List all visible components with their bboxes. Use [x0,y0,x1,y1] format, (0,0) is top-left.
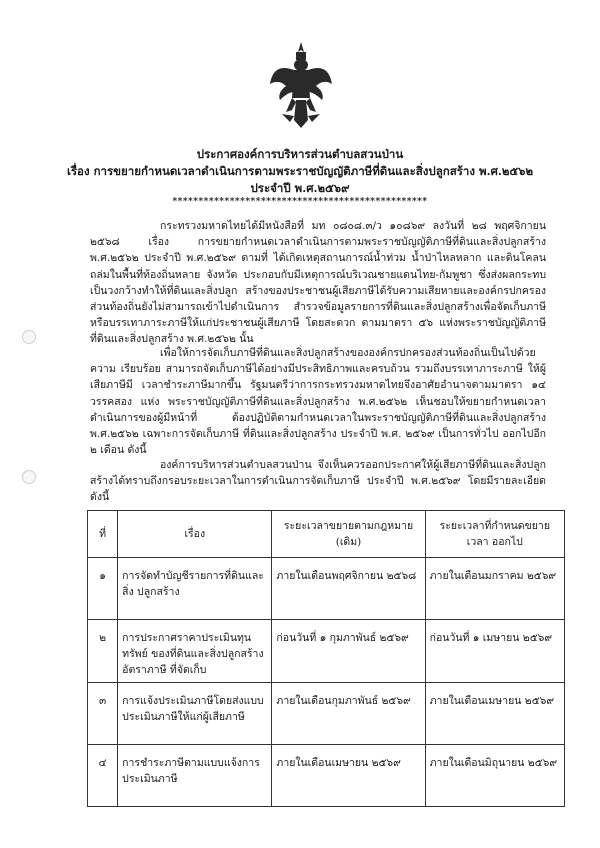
row-extended-period: ภายในเดือนมิถุนายน ๒๕๖๙ [425,745,564,807]
row-subject: การจัดทำบัญชีรายการที่ดินและสิ่ง ปลูกสร้าง [118,558,272,620]
schedule-header-row [88,511,565,558]
row-subject: การประกาศราคาประเมินทุนทรัพย์ ของที่ดินและสิ่งปลูกสร้าง อัตราภาษี ที่จัดเก็บ [118,620,272,683]
row-extended-period: ก่อนวันที่ ๑ เมษายน ๒๕๖๙ [425,620,564,683]
row-legal-period: ภายในเดือนเมษายน ๒๕๖๙ [272,745,425,807]
header-no: ที่ [88,511,118,558]
punch-hole-bottom [22,470,36,484]
header-subject: เรื่อง [118,511,272,558]
row-no: ๒ [88,620,118,683]
schedule-table [87,510,565,807]
garuda-emblem-icon [268,40,334,130]
table-row [88,558,565,620]
body-paragraph-2: เพื่อให้การจัดเก็บภาษีที่ดินและสิ่งปลูกสร้างขององค์กรปกครองส่วนท้องถิ่นเป็นไปด้วยความ เรียบร้อย สามารถจัดเก็บภาษีได้อย่างมีประสิทธิภาพและครบถ้วน รวมถึงบรรเทาภาระภาษี ให้ผู้เสียภาษีมี เวลาชำระภาษีมากขึ้น รัฐมนตรีว่าการกระทรวงมหาดไทยจึงอาศัยอำนาจตามมาตรา ๑๔ วรรคสอง แห่ง พระราชบัญญัติภาษีที่ดินและสิ่งปลูกสร้าง พ.ศ.๒๕๖๒ เห็นชอบให้ขยายกำหนดเวลาดำเนินการของผู้มีหน้าที่ ต้องปฏิบัติตามกำหนดเวลาในพระราชบัญญัติภาษีที่ดินและสิ่งปลูกสร้าง พ.ศ.๒๕๖๒ เฉพาะการจัดเก็บภาษี ที่ดินและสิ่งปลูกสร้าง ประจำปี พ.ศ. ๒๕๖๙ เป็นการทั่วไป ออกไปอีก ๒ เดือน ดังนี้ [90,347,546,457]
row-extended-period: ภายในเดือนเมษายน ๒๕๖๙ [425,683,564,745]
row-legal-period: ภายในเดือนพฤศจิกายน ๒๕๖๘ [272,558,425,620]
announcement-org-title: ประกาศองค์การบริหารส่วนตำบลสวนป่าน [196,147,404,161]
body-paragraph-3: องค์การบริหารส่วนตำบลสวนป่าน จึงเห็นควรออกประกาศให้ผู้เสียภาษีที่ดินและสิ่งปลูก สร้างได้ทราบถึงกรอบระยะเวลาในการดำเนินการจัดเก็บภาษี ประจำปี พ.ศ.๒๕๖๙ โดยมีรายละเอียด ดังนี้ [90,459,546,504]
body-paragraph-1: กระทรวงมหาดไทยได้มีหนังสือที่ มท ๐๘๐๘.๓/ว ๑๐๘๖๙ ลงวันที่ ๒๘ พฤศจิกายน ๒๕๖๘ เรื่อง การขยายกำหนดเวลาดำเนินการตามพระราชบัญญัติภาษีที่ดินและสิ่งปลูกสร้าง พ.ศ.๒๕๖๒ ประจำปี พ.ศ.๒๕๖๙ ตามที่ ได้เกิดเหตุสถานการณ์น้ำท่วม น้ำป่าไหลหลาก และดินโคลนถล่มในพื้นที่ท้องถิ่นหลาย จังหวัด ประกอบกับมีเหตุการณ์บริเวณชายแดนไทย-กัมพูชา ซึ่งส่งผลกระทบเป็นวงกว้างทำให้ที่ดินและสิ่งปลูก สร้างของประชาชนผู้เสียภาษีได้รับความเสียหายและองค์กรปกครองส่วนท้องถิ่นยังไม่สามารถเข้าไปดำเนินการ สำรวจข้อมูลรายการที่ดินและสิ่งปลูกสร้างเพื่อจัดเก็บภาษีหรือบรรเทาภาระภาษีให้แก่ประชาชนผู้เสียภาษี โดยสะดวก ตามมาตรา ๕๖ แห่งพระราชบัญญัติภาษีที่ดินและสิ่งปลูกสร้าง พ.ศ.๒๕๖๒ นั้น [90,220,546,346]
row-no: ๓ [88,683,118,745]
row-no: ๔ [88,745,118,807]
table-row [88,683,565,745]
row-legal-period: ภายในเดือนกุมภาพันธ์ ๒๕๖๙ [272,683,425,745]
row-subject: การชำระภาษีตามแบบแจ้งการ ประเมินภาษี [118,745,272,807]
row-extended-period: ภายในเดือนมกราคม ๒๕๖๙ [425,558,564,620]
punch-hole-top [22,330,36,344]
row-legal-period: ก่อนวันที่ ๑ กุมภาพันธ์ ๒๕๖๙ [272,620,425,683]
table-row [88,745,565,807]
header-extended-period: ระยะเวลาที่กำหนดขยายเวลา ออกไป [425,511,564,558]
row-subject: การแจ้งประเมินภาษีโดยส่งแบบ ประเมินภาษีให้แก่ผู้เสียภาษี [118,683,272,745]
announcement-subject: เรื่อง การขยายกำหนดเวลาดำเนินการตามพระราชบัญญัติภาษีที่ดินและสิ่งปลูกสร้าง พ.ศ.๒๕๖๒ [66,164,534,178]
row-no: ๑ [88,558,118,620]
header-legal-period: ระยะเวลาขยายตามกฎหมาย (เดิม) [272,511,425,558]
announcement-year: ประจำปี พ.ศ.๒๕๖๙ [250,181,350,195]
title-separator: ************************************************* [172,197,428,207]
table-row [88,620,565,683]
